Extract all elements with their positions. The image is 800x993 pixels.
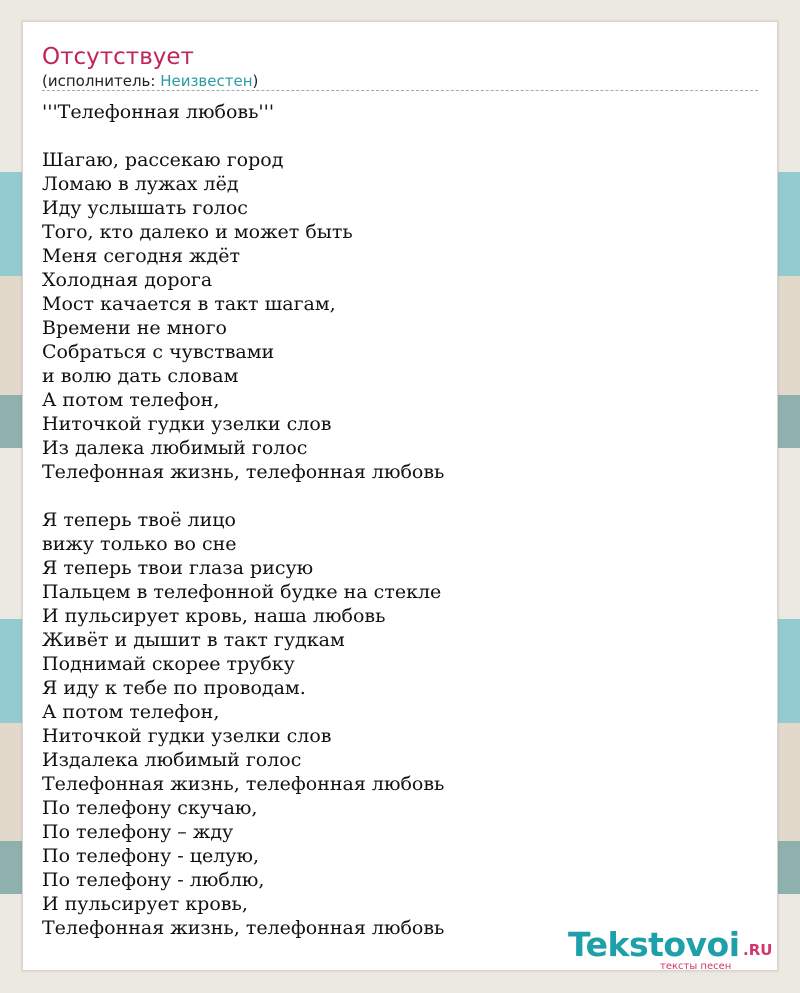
logo-domain: .RU xyxy=(743,941,773,959)
lyric-blank-line xyxy=(42,484,752,508)
lyric-line: Холодная дорога xyxy=(42,269,213,291)
lyric-line: Телефонная жизнь, телефонная любовь xyxy=(42,773,445,795)
lyric-line: По телефону скучаю, xyxy=(42,797,258,819)
lyric-line: Телефонная жизнь, телефонная любовь xyxy=(42,461,445,483)
lyric-line: И пульсирует кровь, наша любовь xyxy=(42,605,386,627)
lyric-line: Ниточкой гудки узелки слов xyxy=(42,725,332,747)
lyric-line: А потом телефон, xyxy=(42,389,220,411)
artist-line xyxy=(42,71,258,91)
lyric-line: Собраться с чувствами xyxy=(42,341,275,363)
lyric-line: По телефону – жду xyxy=(42,821,234,843)
lyric-line: По телефону - люблю, xyxy=(42,869,265,891)
logo-wordmark: Tekstovoi xyxy=(568,925,740,964)
lyrics-text xyxy=(42,100,752,940)
lyric-line: Издалека любимый голос xyxy=(42,749,302,771)
artist-link[interactable]: Неизвестен xyxy=(160,72,253,90)
lyric-line: Пальцем в телефонной будке на стекле xyxy=(42,581,442,603)
lyrics-card xyxy=(22,21,778,971)
lyric-line: Иду услышать голос xyxy=(42,197,248,219)
lyric-line: Того, кто далеко и может быть xyxy=(42,221,353,243)
lyric-line: Живёт и дышит в такт гудкам xyxy=(42,629,345,651)
song-title: Отсутствует xyxy=(42,44,194,70)
lyric-line: Ниточкой гудки узелки слов xyxy=(42,413,332,435)
lyric-line: Телефонная жизнь, телефонная любовь xyxy=(42,917,445,939)
lyric-line: '''Телефонная любовь''' xyxy=(42,101,275,123)
lyric-line: Я теперь твоё лицо xyxy=(42,509,236,531)
lyric-line: Я иду к тебе по проводам. xyxy=(42,677,306,699)
lyric-line: вижу только во сне xyxy=(42,533,237,555)
lyric-line: Меня сегодня ждёт xyxy=(42,245,240,267)
artist-suffix: ) xyxy=(252,72,259,90)
lyric-line: И пульсирует кровь, xyxy=(42,893,248,915)
lyric-line: По телефону - целую, xyxy=(42,845,260,867)
lyric-line: Ломаю в лужах лёд xyxy=(42,173,239,195)
artist-prefix: (исполнитель: xyxy=(42,72,161,90)
lyric-line: Времени не много xyxy=(42,317,227,339)
lyric-line: Поднимай скорее трубку xyxy=(42,653,295,675)
lyric-line: Мост качается в такт шагам, xyxy=(42,293,336,315)
lyric-line: Я теперь твои глаза рисую xyxy=(42,557,314,579)
logo-tagline: тексты песен xyxy=(660,961,732,972)
lyric-line: Из далека любимый голос xyxy=(42,437,308,459)
lyric-blank-line xyxy=(42,124,752,148)
lyric-line: Шагаю, рассекаю город xyxy=(42,149,284,171)
lyric-line: А потом телефон, xyxy=(42,701,220,723)
lyric-line: и волю дать словам xyxy=(42,365,239,387)
site-logo[interactable] xyxy=(568,925,778,973)
dashed-divider xyxy=(42,90,758,91)
